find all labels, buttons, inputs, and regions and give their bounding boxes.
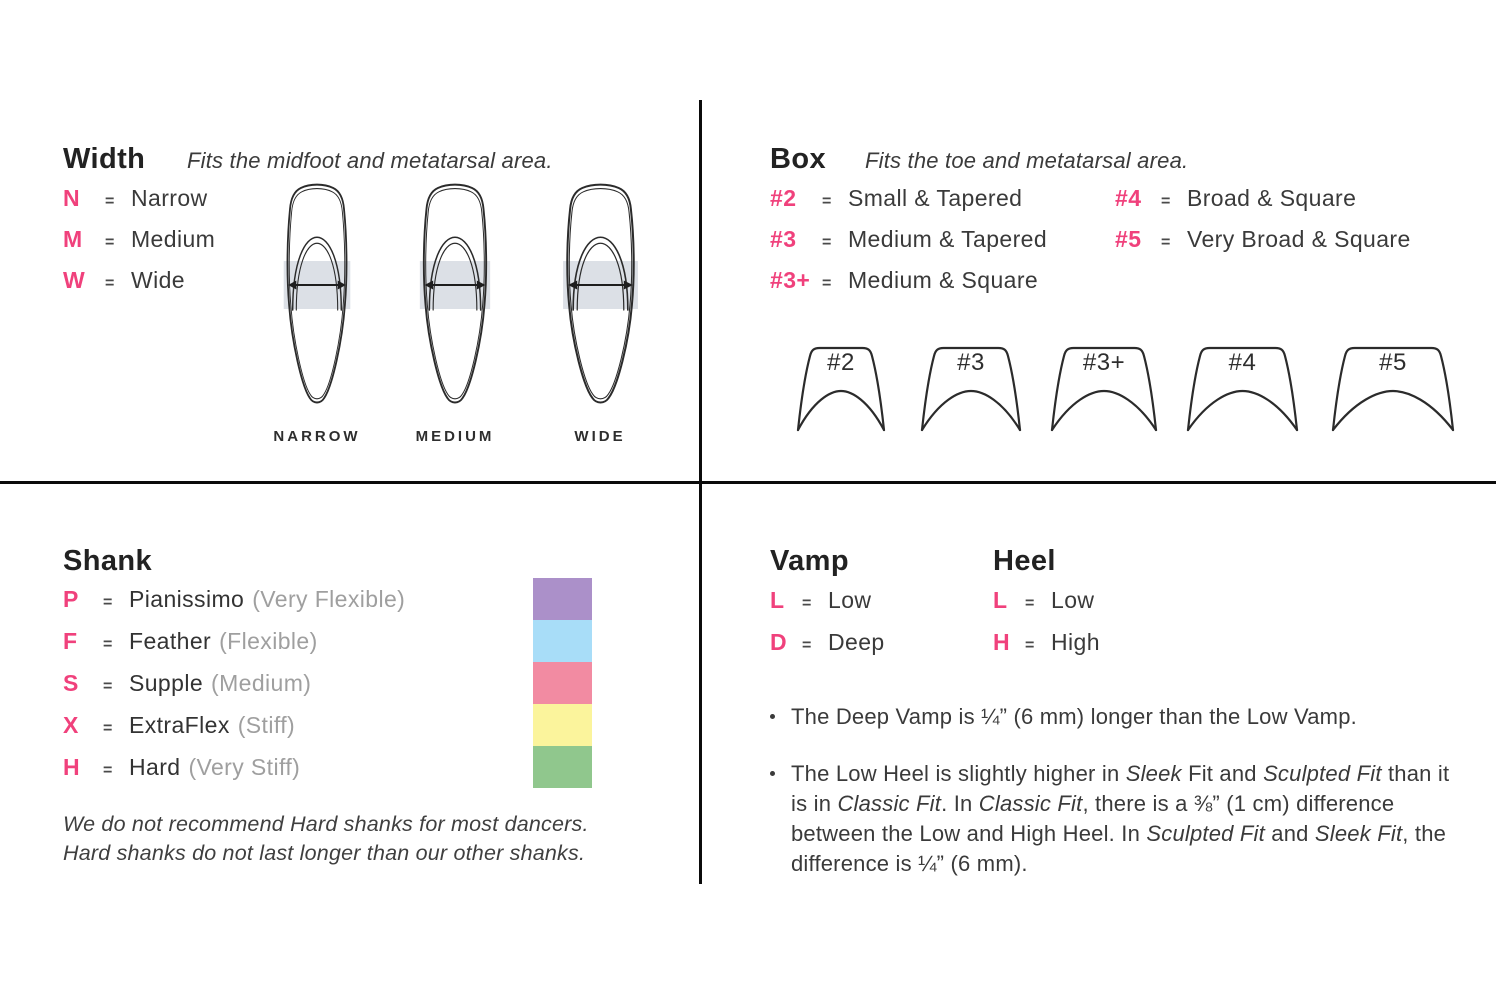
vamp-label: Low: [828, 587, 872, 613]
equals-sign: =: [103, 636, 113, 653]
vamp-title: Vamp: [770, 545, 849, 578]
shank-color-scale: [533, 578, 592, 788]
heel-legend-row: [993, 586, 1094, 618]
equals-sign: =: [103, 720, 113, 737]
width-legend-row: [63, 266, 185, 298]
vamp-code: D: [770, 629, 788, 655]
width-title: Width: [63, 143, 146, 176]
shoe-drawing-wide: [560, 179, 641, 411]
equals-sign: =: [105, 193, 115, 210]
vamp-label: Deep: [828, 629, 885, 655]
box-drawing-2: [795, 339, 887, 435]
width-code: W: [63, 267, 86, 293]
box-legend-row: [770, 266, 1038, 298]
shank-code: X: [63, 712, 79, 738]
equals-sign: =: [822, 275, 832, 292]
box-title: Box: [770, 143, 826, 176]
note-bullet: [768, 702, 1468, 732]
shank-desc: (Very Stiff): [188, 754, 301, 780]
vertical-divider: [699, 100, 702, 884]
equals-sign: =: [822, 234, 832, 251]
horizontal-divider: [0, 481, 1496, 484]
vamp-heel-notes: [768, 702, 1468, 879]
heel-legend-row: [993, 628, 1100, 660]
width-legend-row: [63, 225, 215, 257]
box-subtitle: Fits the toe and metatarsal area.: [865, 148, 1189, 173]
pointe-shoe-top-view-icon: [417, 179, 493, 411]
equals-sign: =: [822, 193, 832, 210]
shank-name: Supple: [129, 670, 204, 696]
equals-sign: =: [1025, 637, 1035, 654]
shank-title: Shank: [63, 545, 153, 578]
shank-desc: (Flexible): [219, 628, 318, 654]
width-code: M: [63, 226, 83, 252]
box-shape-caption: #2: [827, 349, 855, 376]
shank-color-swatch-extraflex: [533, 704, 592, 746]
shank-color-swatch-feather: [533, 620, 592, 662]
equals-sign: =: [105, 234, 115, 251]
heel-title: Heel: [993, 545, 1056, 578]
shank-code: P: [63, 586, 79, 612]
vamp-legend-row: [770, 586, 871, 618]
box-shape-caption: #3: [957, 349, 985, 376]
note-bullet: [768, 759, 1468, 879]
equals-sign: =: [1161, 234, 1171, 251]
box-drawing-3plus: [1049, 339, 1159, 435]
heel-note-text: The Low Heel is slightly higher in Sleek Fit and Sculpted Fit than it is in Classic Fit. In Classic Fit, there is a ⅜” (1 cm) difference between the Low and High Heel. In Sculpted Fit and Sleek Fit, the difference is ¼” (6 mm).: [791, 761, 1450, 876]
box-shape-caption: #5: [1379, 349, 1407, 376]
bullet-dot-icon: [770, 714, 775, 719]
box-legend-row: [1115, 184, 1356, 216]
box-legend-row: [1115, 225, 1411, 257]
box-code: #5: [1115, 226, 1142, 252]
shank-code: F: [63, 628, 78, 654]
equals-sign: =: [1025, 595, 1035, 612]
equals-sign: =: [103, 678, 113, 695]
shoe-width-caption: MEDIUM: [415, 428, 495, 445]
shank-color-swatch-supple: [533, 662, 592, 704]
shank-note: [63, 810, 589, 868]
box-code: #4: [1115, 185, 1142, 211]
shoe-width-caption: NARROW: [273, 428, 361, 445]
box-code: #2: [770, 185, 797, 211]
shank-name: Pianissimo: [129, 586, 245, 612]
width-label: Narrow: [131, 185, 208, 211]
vamp-note-text: The Deep Vamp is ¼” (6 mm) longer than the Low Vamp.: [791, 704, 1357, 729]
box-label: Medium & Square: [848, 267, 1039, 293]
box-shape-caption: #4: [1228, 349, 1257, 376]
box-legend-row: [770, 184, 1022, 216]
shank-color-swatch-pianissimo: [533, 578, 592, 620]
equals-sign: =: [802, 637, 812, 654]
shank-legend-row: [63, 585, 405, 617]
shank-desc: (Stiff): [237, 712, 296, 738]
box-label: Medium & Tapered: [848, 226, 1048, 252]
pointe-shoe-top-view-icon: [281, 179, 353, 411]
box-drawing-5: [1330, 339, 1456, 435]
box-label: Broad & Square: [1187, 185, 1357, 211]
pointe-shoe-top-view-icon: [560, 179, 641, 411]
shank-name: ExtraFlex: [129, 712, 230, 738]
heel-code: H: [993, 629, 1011, 655]
shank-note-line: Hard shanks do not last longer than our other shanks.: [63, 841, 586, 865]
width-code: N: [63, 185, 81, 211]
shoe-drawing-narrow: [281, 179, 353, 411]
shank-legend-row: [63, 753, 300, 785]
shoe-drawing-medium: [417, 179, 493, 411]
shank-desc: (Very Flexible): [252, 586, 406, 612]
width-subtitle: Fits the midfoot and metatarsal area.: [187, 148, 553, 173]
equals-sign: =: [103, 594, 113, 611]
box-label: Small & Tapered: [848, 185, 1023, 211]
heel-label: High: [1051, 629, 1100, 655]
vamp-code: L: [770, 587, 785, 613]
box-code: #3: [770, 226, 797, 252]
shank-name: Feather: [129, 628, 212, 654]
equals-sign: =: [105, 275, 115, 292]
box-label: Very Broad & Square: [1187, 226, 1411, 252]
box-legend-row: [770, 225, 1047, 257]
width-label: Medium: [131, 226, 216, 252]
shank-note-line: We do not recommend Hard shanks for most dancers.: [63, 812, 589, 836]
equals-sign: =: [802, 595, 812, 612]
box-drawing-4: [1185, 339, 1300, 435]
heel-label: Low: [1051, 587, 1095, 613]
shank-legend-row: [63, 669, 311, 701]
shank-color-swatch-hard: [533, 746, 592, 788]
shank-legend-row: [63, 711, 295, 743]
shank-desc: (Medium): [211, 670, 312, 696]
width-label: Wide: [131, 267, 186, 293]
shank-name: Hard: [129, 754, 181, 780]
heel-code: L: [993, 587, 1008, 613]
shoe-width-caption: WIDE: [574, 428, 626, 445]
vamp-legend-row: [770, 628, 885, 660]
shank-code: S: [63, 670, 79, 696]
equals-sign: =: [103, 762, 113, 779]
bullet-dot-icon: [770, 771, 775, 776]
box-code: #3+: [770, 267, 811, 293]
box-drawing-3: [919, 339, 1023, 435]
shank-code: H: [63, 754, 81, 780]
box-shape-caption: #3+: [1082, 349, 1126, 376]
width-legend-row: [63, 184, 208, 216]
equals-sign: =: [1161, 193, 1171, 210]
shank-legend-row: [63, 627, 318, 659]
